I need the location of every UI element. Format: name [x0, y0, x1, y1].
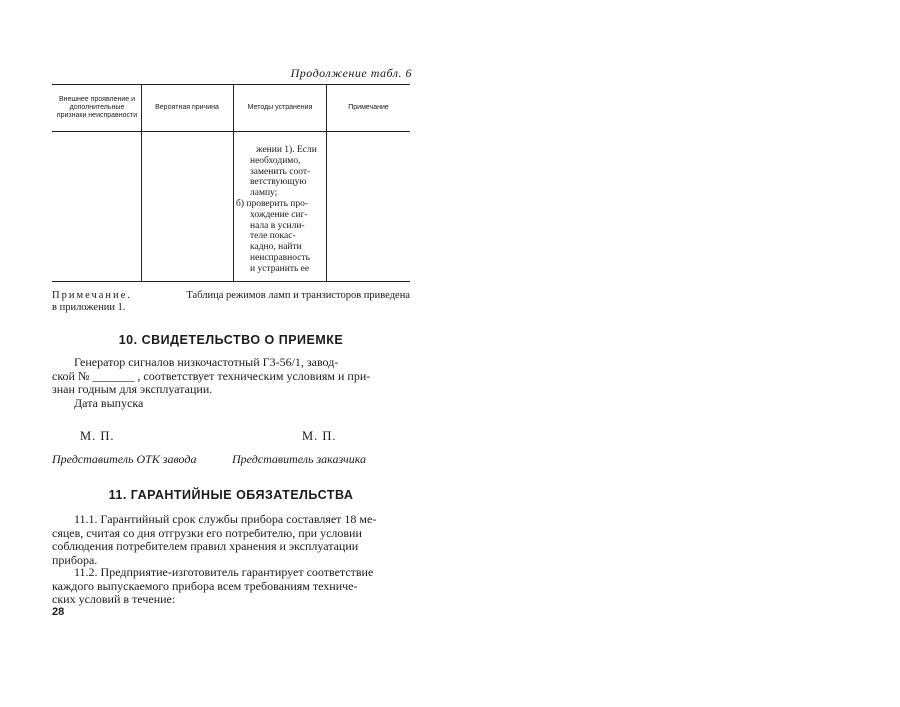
paragraph-line: каждого выпускаемого прибора всем требованиям техниче- — [52, 578, 358, 593]
header-note: Примечание — [348, 104, 389, 111]
methods-line: необходимо, — [250, 155, 301, 166]
methods-line: заменить соот- — [250, 166, 311, 177]
paragraph-line: 11.2. Предприятие-изготовитель гарантирует соответствие — [74, 565, 374, 579]
methods-line: теле покас- — [250, 231, 296, 242]
note-text-continued: в приложении 1. — [52, 302, 126, 313]
note-label: Примечание. — [52, 290, 132, 301]
section-11-heading: 11. ГАРАНТИЙНЫЕ ОБЯЗАТЕЛЬСТВА — [108, 488, 354, 502]
table-continuation-label: Продолжение табл. 6 — [290, 66, 412, 80]
paragraph-line: соблюдения потребителем правил хранения и эксплуатации — [52, 539, 359, 553]
methods-line: жении 1). Если — [256, 145, 317, 155]
stamp-place-right: М. П. — [302, 429, 337, 443]
acceptance-paragraph — [52, 356, 410, 410]
paragraph-line: знан годным для эксплуатации. — [52, 382, 213, 396]
warranty-paragraph-1 — [52, 513, 410, 567]
note-text: Таблица режимов ламп и транзисторов приведена — [186, 290, 410, 301]
otk-representative-label: Представитель ОТК завода — [52, 452, 197, 466]
methods-line: ветствующую — [250, 177, 307, 188]
paragraph-line: прибора. — [52, 552, 98, 567]
warranty-paragraph-2 — [52, 566, 410, 607]
methods-line: нала в усили- — [250, 220, 305, 231]
paragraph-line: ской № _______ , соответствует техническим условиям и при- — [52, 368, 371, 383]
methods-cell — [236, 145, 322, 275]
paragraph-line: Генератор сигналов низкочастотный Г3-56/1, завод- — [74, 355, 339, 369]
paragraph-line: 11.1. Гарантийный срок службы прибора составляет 18 ме- — [74, 512, 377, 526]
release-date-label: Дата выпуска — [74, 395, 144, 410]
document-page — [52, 0, 412, 707]
header-cause: Вероятная причина — [155, 104, 219, 111]
stamp-place-left: М. П. — [80, 429, 115, 443]
table-note — [52, 290, 410, 314]
methods-line: неисправность — [250, 252, 310, 263]
paragraph-line: сяцев, считая со дня отгрузки его потребителю, при условии — [52, 525, 362, 540]
methods-line: хождение сиг- — [250, 209, 308, 220]
methods-line: лампу; — [250, 188, 278, 199]
section-10-heading: 10. СВИДЕТЕЛЬСТВО О ПРИЕМКЕ — [118, 333, 344, 347]
paragraph-line: ских условий в течение: — [52, 592, 176, 606]
page-number: 28 — [52, 606, 65, 618]
header-symptoms: Внешнее проявление и дополнительные признаки неисправности — [56, 96, 138, 119]
customer-representative-label: Представитель заказчика — [232, 452, 367, 466]
methods-line: и устранить ее — [250, 263, 310, 274]
header-methods: Методы устранения — [247, 104, 313, 111]
methods-line: кадно, найти — [250, 242, 302, 253]
faults-table — [52, 84, 410, 282]
methods-line: б) проверить про- — [236, 198, 309, 209]
header-divider — [52, 131, 410, 132]
